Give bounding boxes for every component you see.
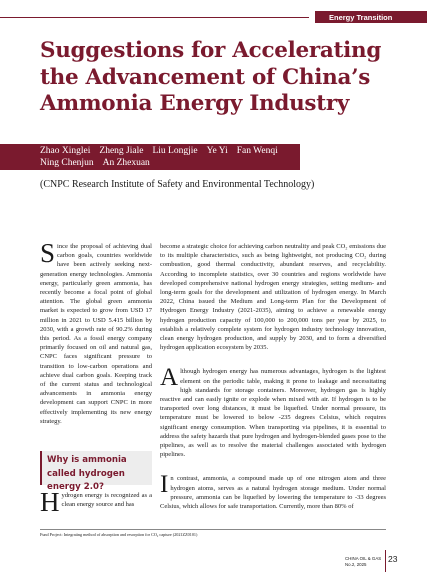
footnote: Fund Project: Integrating method of absorption and resorption for CO₂ capture (2021ZZ0101) — [40, 532, 198, 537]
author: Zhao Xinglei — [40, 146, 91, 156]
page-number: 23 — [388, 554, 398, 564]
section-subheading: Why is ammonia called hydrogen energy 2.0? — [40, 451, 152, 485]
author: Ye Yi — [206, 146, 228, 156]
right-column — [160, 242, 386, 511]
author: Liu Longjie — [152, 146, 198, 156]
magazine-name: CHINA OIL & GAS — [345, 556, 382, 561]
drop-cap: S — [40, 238, 56, 268]
hydrogen-paragraph: Hydrogen energy is recognized as a clean energy source and has — [40, 487, 152, 517]
drop-cap: A — [160, 364, 179, 392]
footer-divider — [385, 550, 386, 572]
drop-cap: I — [160, 471, 169, 499]
drop-cap: H — [40, 487, 60, 517]
authors-list — [40, 145, 300, 169]
footnote-rule — [40, 529, 386, 530]
author: Zheng Jiale — [99, 146, 144, 156]
author: Ning Chenjun — [40, 158, 94, 168]
article-title: Suggestions for Accelerating the Advancement of China’s Ammonia Energy Industry — [40, 38, 382, 116]
body-paragraph: In contrast, ammonia, a compound made up of one nitrogen atom and three hydrogen atoms, serves as a natural hydrogen storage medium. Under normal pressure, ammonia can be liquefied by lowering the temperature to -33 degrees Celsius, which allows for safe transportation. Currently, more than 80% of — [160, 471, 386, 511]
body-paragraph: Although hydrogen energy has numerous advantages, hydrogen is the lightest element on the periodic table, making it prone to leakage and necessitating high standards for storage containers. Moreover, hydrogen gas is highly reactive and can easily ignite or explode when mixed with air. If hydrogen is to be transported over long distances, it must be liquefied. Under normal pressure, its temperature must be lowered to below -235 degrees Celsius, which requires significant energy consumption. When transporting via pipelines, it is essential to address the safety hazards that pure hydrogen and hydrogen-blended gases pose to the pipelines, as well as to resolve the material challenges associated with hydrogen pipelines. — [160, 364, 386, 459]
body-paragraph: become a strategic choice for achieving carbon neutrality and peak CO₂ emissions due to its multiple characteristics, such as being lightweight, not producing CO₂ during combustion, good thermal conductivity, abundant reserves, and recyclability. According to incomplete statistics, over 30 countries and regions worldwide have developed comprehensive national hydrogen energy strategies, setting medium- and long-term goals for the development and utilization of hydrogen energy. In March 2022, China issued the Medium and Long-term Plan for the Development of Hydrogen Energy Industry (2021-2035), aiming to achieve a renewable energy hydrogen production capacity of 100,000 to 200,000 tons per year by 2025, to establish a relatively complete system for hydrogen industry technology innovation, clean energy hydrogen production, and supply by 2030, and to form a diversified hydrogen application ecosystem by 2035. — [160, 243, 386, 352]
issue-number: No.2, 2025 — [345, 561, 367, 567]
left-column — [40, 238, 152, 426]
intro-paragraph: Since the proposal of achieving dual carbon goals, countries worldwide have been actively seeking next-generation energy technologies. Ammonia energy, particularly green ammonia, has recently become a focal point of global attention. The global green ammonia market is expected to grow from USD 17 million in 2021 to USD 5.415 billion by 2030, with a growth rate of 90.2% during this period. As a fossil energy company primarily focused on oil and natural gas, CNPC faces significant pressure to transition to low-carbon operations and achieve dual carbon goals. Keeping track of the current status and technological advancements in ammonia energy development can support CNPC in more effectively implementing its new energy strategy. — [40, 238, 152, 425]
section-header-bar — [0, 11, 427, 23]
author: Fan Wenqi — [236, 146, 278, 156]
affiliation: (CNPC Research Institute of Safety and Environmental Technology) — [40, 179, 315, 190]
author: An Zhexuan — [102, 158, 150, 168]
header-rule — [0, 17, 309, 23]
left-column-bottom — [40, 487, 152, 517]
footer-magazine — [345, 556, 383, 567]
section-tag: Energy Transition — [315, 11, 427, 23]
